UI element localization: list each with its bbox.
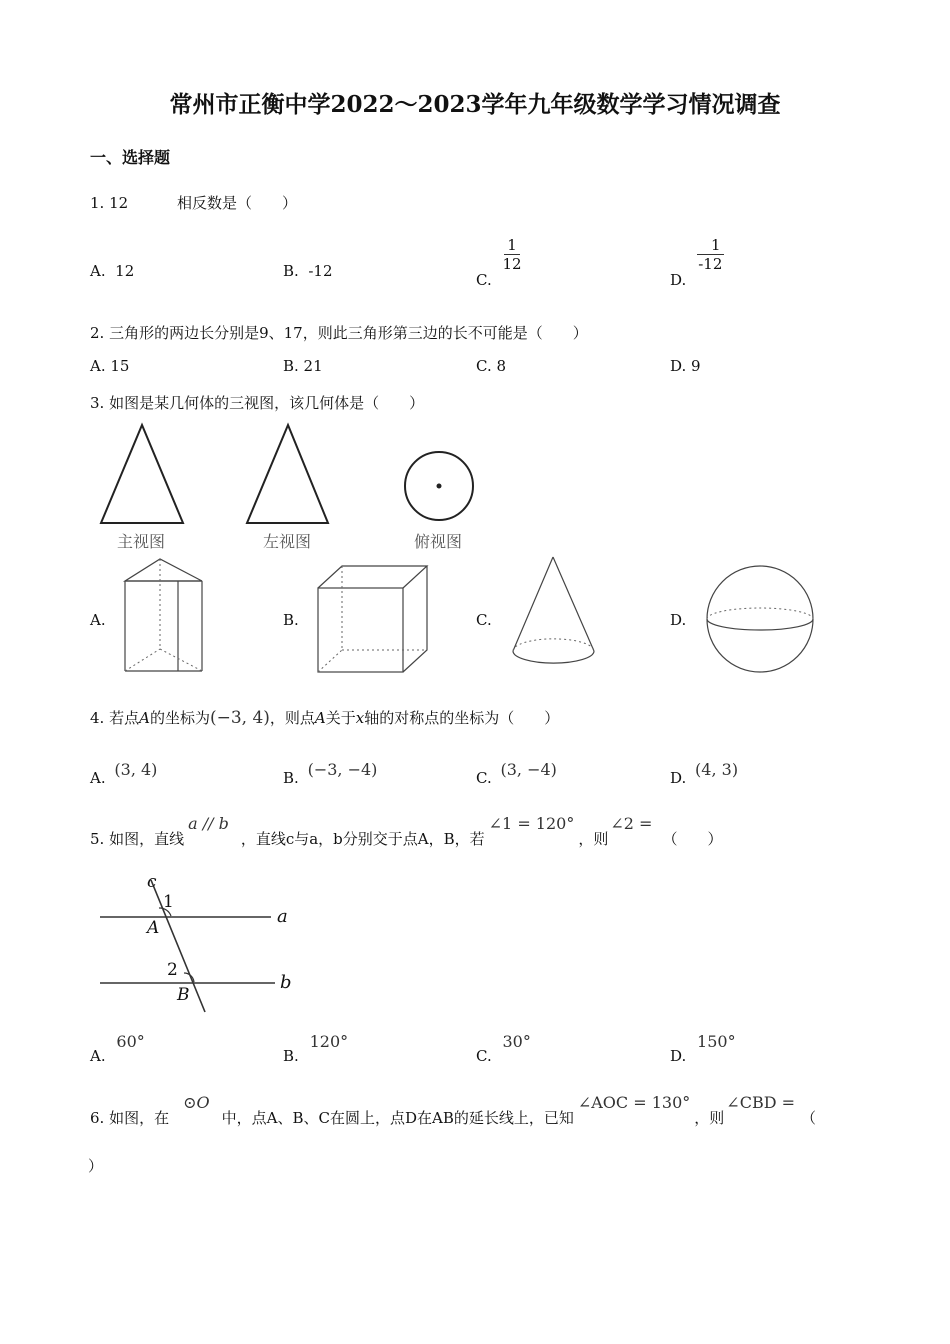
q1-text: 相反数是（ ） [176,194,297,212]
sphere-figure[interactable] [704,563,816,675]
q2-option-c[interactable]: C. 8 [476,357,507,375]
q5-stem [90,813,723,848]
option-value: (4, 3) [695,760,739,779]
option-value: 120° [309,1032,349,1051]
q4-stem [90,707,559,728]
option-value: (−3, −4) [307,760,378,779]
q1-option-c[interactable] [476,236,522,289]
q5-option-a[interactable] [90,1032,145,1065]
page-title: 常州市正衡中学2022～2023学年九年级数学学习情况调查 [169,91,781,118]
option-label: C. [476,1047,492,1065]
q4-text: 关于 [325,709,356,727]
option-value: -12 [308,262,333,280]
label-angle-1: 1 [163,892,174,912]
q6-text: 6. 如图，在 [90,1109,170,1127]
cube-figure[interactable] [315,562,435,677]
q4-option-c[interactable] [476,760,557,787]
top-view-caption: 俯视图 [414,532,463,551]
q4-option-d[interactable] [670,760,739,787]
option-value: (3, −4) [500,760,557,779]
q6-text: 中，点A、B、C在圆上，点D在AB的延长线上，已知 [221,1109,574,1127]
label-line-a: a [277,906,288,927]
q5-option-c[interactable] [476,1032,531,1065]
q4-option-a[interactable] [90,760,158,787]
q3-stem: 3. 如图是某几何体的三视图，该几何体是（ ） [90,394,425,412]
q3-option-d[interactable]: D. [670,611,687,629]
triangular-prism-figure[interactable] [120,555,210,675]
option-value: 150° [697,1032,736,1051]
option-label: A. [90,262,106,280]
point-label: A [314,709,326,727]
fraction-numerator: 1 [504,236,520,255]
option-value: 60° [116,1032,145,1051]
option-label: B. [283,1047,299,1065]
q4-option-b[interactable] [283,760,378,787]
q2-option-b[interactable]: B. 21 [283,357,323,375]
angle2-expression: ∠2 = [610,814,653,833]
angle1-expression: ∠1 = 120° [488,814,575,833]
option-label: D. [670,270,687,289]
q1-stem [90,192,297,213]
label-point-b: B [177,985,190,1005]
label-line-b: b [280,972,292,993]
q5-option-b[interactable] [283,1032,349,1065]
point-coordinates: (−3, 4) [209,708,270,728]
q5-text: 5. 如图，直线 [90,830,185,848]
q5-text: ，直线c与a，b分别交于点A，B，若 [240,830,485,848]
front-view-triangle [95,420,190,530]
fraction [503,236,522,273]
q2-stem: 2. 三角形的两边长分别是9、17，则此三角形第三边的长不可能是（ ） [90,324,588,342]
option-label: C. [476,769,492,787]
angle-cbd-expression: ∠CBD = [726,1093,796,1112]
q5-text: ，则 [578,830,609,848]
section-heading: 一、选择题 [90,148,171,167]
label-line-c: c [147,872,157,892]
parallel-lines-figure [95,870,305,1015]
option-label: C. [476,270,492,289]
q1-option-b[interactable] [283,262,333,280]
option-label: D. [670,1047,687,1065]
q1-number: 1. 12 [90,194,129,212]
q5-option-d[interactable] [670,1032,736,1065]
q1-option-a[interactable] [90,262,134,280]
fraction-denominator: -12 [698,255,723,273]
option-value: 30° [502,1032,531,1051]
q4-text: ，则点 [269,709,315,727]
label-angle-2: 2 [167,960,178,980]
point-label: A [139,709,150,727]
q4-text: 轴的对称点的坐标为（ ） [364,709,560,727]
option-label: A. [90,769,106,787]
axis-label: x [355,709,365,727]
paren-open: （ [801,1109,817,1127]
front-view-caption: 主视图 [117,532,166,551]
fraction-numerator: 1 [697,236,724,255]
label-point-a: A [147,918,160,938]
circle-expression: ⊙O [183,1093,210,1112]
option-value: 12 [115,262,135,280]
q1-option-d[interactable] [670,236,724,289]
q4-text: 的坐标为 [149,709,210,727]
q2-option-a[interactable]: A. 15 [90,357,130,375]
option-label: B. [283,262,299,280]
option-label: A. [90,1047,106,1065]
q5-text: （ ） [662,830,723,848]
option-label: B. [283,769,299,787]
q6-text: ，则 [694,1109,725,1127]
q2-option-d[interactable]: D. 9 [670,357,701,375]
q3-option-c[interactable]: C. [476,611,492,629]
left-view-triangle [240,420,335,530]
q6-stem [90,1092,817,1127]
cone-figure[interactable] [508,552,598,674]
q4-text: 4. 若点 [90,709,140,727]
left-view-caption: 左视图 [263,532,312,551]
q6-paren-close: ） [88,1157,104,1175]
parallel-expression: a // b [188,814,229,833]
angle-aoc-expression: ∠AOC = 130° [577,1093,691,1112]
top-view-circle [400,448,480,528]
option-value: (3, 4) [114,760,158,779]
q3-option-b[interactable]: B. [283,611,299,629]
fraction-denominator: 12 [502,255,522,273]
fraction [697,236,724,273]
q3-option-a[interactable]: A. [90,611,106,629]
option-label: D. [670,769,687,787]
